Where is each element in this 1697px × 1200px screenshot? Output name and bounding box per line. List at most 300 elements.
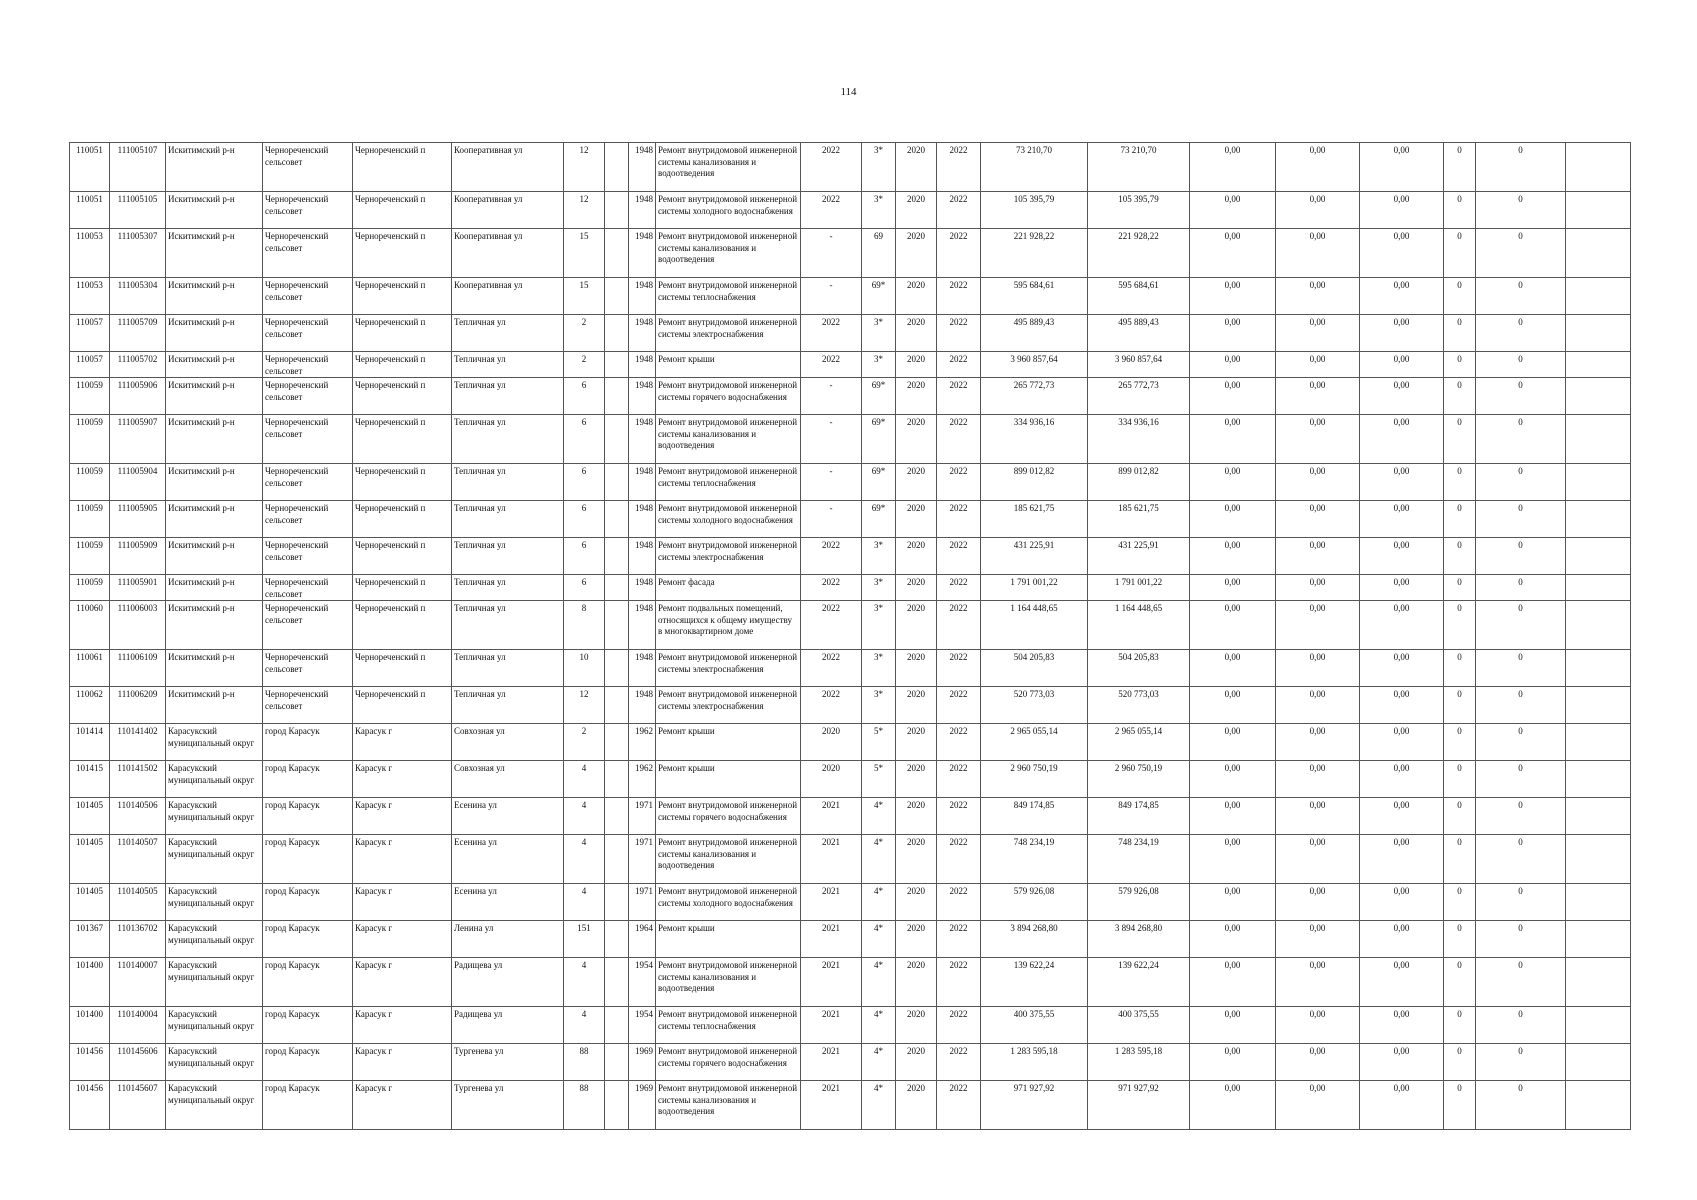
col-note	[1566, 835, 1631, 884]
col-fund-cost: 579 926,08	[1088, 884, 1190, 921]
col-plan-start: 2020	[896, 315, 937, 352]
col-note	[1566, 143, 1631, 192]
col-street: Кооперативная ул	[452, 192, 564, 229]
col-last-repair-year: 2020	[801, 761, 862, 798]
col-work-type: Ремонт внутридомовой инженерной системы канализования и водоотведения	[656, 415, 801, 464]
col-note	[1566, 1007, 1631, 1044]
col-work-type: Ремонт внутридомовой инженерной системы электроснабжения	[656, 687, 801, 724]
col-other-funds: 0	[1476, 352, 1566, 378]
col-owners-share: 0	[1444, 315, 1476, 352]
col-municipality: Чернореченский сельсовет	[263, 538, 353, 575]
col-last-repair-year: 2022	[801, 650, 862, 687]
col-street: Тепличная ул	[452, 501, 564, 538]
col-federal-funds: 0,00	[1190, 315, 1276, 352]
col-local-funds: 0,00	[1360, 687, 1444, 724]
col-priority: 3*	[862, 352, 896, 378]
table-row	[70, 352, 1631, 378]
col-year-built: 1954	[629, 958, 656, 1007]
col-municipality: город Карасук	[263, 1044, 353, 1081]
col-plan-start: 2020	[896, 415, 937, 464]
col-district: Искитимский р-н	[166, 315, 263, 352]
col-municipality: город Карасук	[263, 761, 353, 798]
col-fund-cost: 595 684,61	[1088, 278, 1190, 315]
col-building	[605, 650, 629, 687]
col-federal-funds: 0,00	[1190, 921, 1276, 958]
col-year-built: 1948	[629, 538, 656, 575]
col-building	[605, 798, 629, 835]
col-federal-funds: 0,00	[1190, 143, 1276, 192]
col-regional-funds: 0,00	[1276, 724, 1360, 761]
col-work-id: 110140506	[110, 798, 166, 835]
col-work-type: Ремонт внутридомовой инженерной системы канализования и водоотведения	[656, 229, 801, 278]
col-work-id: 111006109	[110, 650, 166, 687]
col-other-funds: 0	[1476, 884, 1566, 921]
col-owners-share: 0	[1444, 378, 1476, 415]
col-note	[1566, 192, 1631, 229]
col-other-funds: 0	[1476, 724, 1566, 761]
col-district: Искитимский р-н	[166, 278, 263, 315]
col-building	[605, 464, 629, 501]
col-work-type: Ремонт крыши	[656, 724, 801, 761]
col-other-funds: 0	[1476, 378, 1566, 415]
col-work-id: 111006209	[110, 687, 166, 724]
col-other-funds: 0	[1476, 501, 1566, 538]
col-house-number: 15	[564, 278, 605, 315]
col-total-cost: 504 205,83	[981, 650, 1088, 687]
col-settlement: Карасук г	[353, 921, 452, 958]
col-work-id: 111005909	[110, 538, 166, 575]
col-federal-funds: 0,00	[1190, 835, 1276, 884]
col-street: Кооперативная ул	[452, 278, 564, 315]
col-building	[605, 378, 629, 415]
col-year-built: 1971	[629, 884, 656, 921]
col-priority: 69*	[862, 464, 896, 501]
col-local-funds: 0,00	[1360, 798, 1444, 835]
col-year-built: 1954	[629, 1007, 656, 1044]
col-local-funds: 0,00	[1360, 1081, 1444, 1130]
col-total-cost: 3 960 857,64	[981, 352, 1088, 378]
col-district: Искитимский р-н	[166, 575, 263, 601]
col-municipality: город Карасук	[263, 724, 353, 761]
col-plan-end: 2022	[937, 1044, 981, 1081]
table-row	[70, 192, 1631, 229]
col-other-funds: 0	[1476, 687, 1566, 724]
col-work-type: Ремонт внутридомовой инженерной системы канализования и водоотведения	[656, 958, 801, 1007]
col-federal-funds: 0,00	[1190, 278, 1276, 315]
col-district: Искитимский р-н	[166, 650, 263, 687]
col-plan-end: 2022	[937, 229, 981, 278]
col-house-number: 4	[564, 761, 605, 798]
col-house-id: 110062	[70, 687, 110, 724]
col-federal-funds: 0,00	[1190, 192, 1276, 229]
col-settlement: Чернореченский п	[353, 650, 452, 687]
col-municipality: Чернореченский сельсовет	[263, 601, 353, 650]
col-municipality: Чернореченский сельсовет	[263, 464, 353, 501]
col-note	[1566, 724, 1631, 761]
col-total-cost: 1 164 448,65	[981, 601, 1088, 650]
col-district: Искитимский р-н	[166, 143, 263, 192]
col-local-funds: 0,00	[1360, 501, 1444, 538]
col-work-type: Ремонт крыши	[656, 352, 801, 378]
col-owners-share: 0	[1444, 724, 1476, 761]
col-house-number: 2	[564, 352, 605, 378]
col-federal-funds: 0,00	[1190, 229, 1276, 278]
col-federal-funds: 0,00	[1190, 1044, 1276, 1081]
col-settlement: Карасук г	[353, 761, 452, 798]
col-district: Карасукский муниципальный округ	[166, 1081, 263, 1130]
col-street: Есенина ул	[452, 884, 564, 921]
col-total-cost: 139 622,24	[981, 958, 1088, 1007]
col-settlement: Чернореченский п	[353, 278, 452, 315]
col-work-id: 110140505	[110, 884, 166, 921]
col-work-type: Ремонт внутридомовой инженерной системы канализования и водоотведения	[656, 835, 801, 884]
col-district: Карасукский муниципальный округ	[166, 724, 263, 761]
col-work-id: 111005904	[110, 464, 166, 501]
col-year-built: 1948	[629, 464, 656, 501]
table-row	[70, 835, 1631, 884]
col-federal-funds: 0,00	[1190, 464, 1276, 501]
col-settlement: Чернореченский п	[353, 378, 452, 415]
col-plan-end: 2022	[937, 650, 981, 687]
col-work-type: Ремонт внутридомовой инженерной системы канализования и водоотведения	[656, 1081, 801, 1130]
col-building	[605, 835, 629, 884]
col-municipality: Чернореченский сельсовет	[263, 415, 353, 464]
col-settlement: Чернореченский п	[353, 501, 452, 538]
col-owners-share: 0	[1444, 601, 1476, 650]
col-priority: 3*	[862, 687, 896, 724]
col-owners-share: 0	[1444, 958, 1476, 1007]
col-federal-funds: 0,00	[1190, 415, 1276, 464]
col-building	[605, 761, 629, 798]
col-district: Карасукский муниципальный округ	[166, 884, 263, 921]
col-house-number: 6	[564, 378, 605, 415]
col-local-funds: 0,00	[1360, 229, 1444, 278]
col-note	[1566, 1081, 1631, 1130]
col-municipality: Чернореченский сельсовет	[263, 575, 353, 601]
table-row	[70, 761, 1631, 798]
col-year-built: 1948	[629, 575, 656, 601]
col-plan-end: 2022	[937, 278, 981, 315]
col-local-funds: 0,00	[1360, 884, 1444, 921]
col-building	[605, 143, 629, 192]
col-plan-end: 2022	[937, 835, 981, 884]
col-regional-funds: 0,00	[1276, 501, 1360, 538]
col-priority: 4*	[862, 921, 896, 958]
col-regional-funds: 0,00	[1276, 315, 1360, 352]
col-plan-end: 2022	[937, 575, 981, 601]
col-house-id: 101456	[70, 1081, 110, 1130]
col-house-number: 4	[564, 958, 605, 1007]
col-plan-end: 2022	[937, 921, 981, 958]
col-last-repair-year: 2021	[801, 884, 862, 921]
col-district: Карасукский муниципальный округ	[166, 835, 263, 884]
col-street: Тепличная ул	[452, 315, 564, 352]
col-other-funds: 0	[1476, 650, 1566, 687]
col-building	[605, 687, 629, 724]
col-house-number: 12	[564, 192, 605, 229]
col-year-built: 1948	[629, 415, 656, 464]
col-settlement: Карасук г	[353, 1007, 452, 1044]
col-owners-share: 0	[1444, 1044, 1476, 1081]
col-house-id: 110061	[70, 650, 110, 687]
col-last-repair-year: 2021	[801, 1044, 862, 1081]
col-fund-cost: 849 174,85	[1088, 798, 1190, 835]
col-house-id: 110059	[70, 464, 110, 501]
col-owners-share: 0	[1444, 835, 1476, 884]
col-building	[605, 958, 629, 1007]
col-priority: 4*	[862, 1044, 896, 1081]
col-total-cost: 73 210,70	[981, 143, 1088, 192]
col-year-built: 1948	[629, 687, 656, 724]
col-building	[605, 278, 629, 315]
col-plan-end: 2022	[937, 884, 981, 921]
col-regional-funds: 0,00	[1276, 352, 1360, 378]
col-municipality: Чернореченский сельсовет	[263, 143, 353, 192]
col-house-id: 110059	[70, 538, 110, 575]
col-work-type: Ремонт внутридомовой инженерной системы холодного водоснабжения	[656, 192, 801, 229]
col-other-funds: 0	[1476, 601, 1566, 650]
col-other-funds: 0	[1476, 192, 1566, 229]
col-house-id: 110059	[70, 501, 110, 538]
col-year-built: 1948	[629, 650, 656, 687]
col-last-repair-year: 2022	[801, 601, 862, 650]
col-street: Кооперативная ул	[452, 229, 564, 278]
col-house-number: 4	[564, 798, 605, 835]
table-row	[70, 601, 1631, 650]
col-building	[605, 192, 629, 229]
col-owners-share: 0	[1444, 464, 1476, 501]
col-settlement: Карасук г	[353, 835, 452, 884]
col-note	[1566, 278, 1631, 315]
col-plan-start: 2020	[896, 601, 937, 650]
col-municipality: город Карасук	[263, 1081, 353, 1130]
col-work-type: Ремонт внутридомовой инженерной системы горячего водоснабжения	[656, 798, 801, 835]
table-row	[70, 724, 1631, 761]
col-local-funds: 0,00	[1360, 538, 1444, 575]
col-total-cost: 431 225,91	[981, 538, 1088, 575]
col-fund-cost: 2 960 750,19	[1088, 761, 1190, 798]
col-local-funds: 0,00	[1360, 315, 1444, 352]
col-last-repair-year: 2021	[801, 921, 862, 958]
col-regional-funds: 0,00	[1276, 229, 1360, 278]
col-work-type: Ремонт внутридомовой инженерной системы канализования и водоотведения	[656, 143, 801, 192]
col-settlement: Чернореченский п	[353, 192, 452, 229]
col-year-built: 1962	[629, 724, 656, 761]
col-total-cost: 971 927,92	[981, 1081, 1088, 1130]
col-plan-end: 2022	[937, 464, 981, 501]
col-last-repair-year: -	[801, 378, 862, 415]
col-regional-funds: 0,00	[1276, 921, 1360, 958]
col-priority: 3*	[862, 575, 896, 601]
col-federal-funds: 0,00	[1190, 352, 1276, 378]
col-work-id: 111005702	[110, 352, 166, 378]
table-row	[70, 575, 1631, 601]
col-street: Ленина ул	[452, 921, 564, 958]
col-regional-funds: 0,00	[1276, 415, 1360, 464]
col-plan-end: 2022	[937, 798, 981, 835]
col-local-funds: 0,00	[1360, 724, 1444, 761]
col-total-cost: 400 375,55	[981, 1007, 1088, 1044]
col-other-funds: 0	[1476, 1081, 1566, 1130]
col-total-cost: 899 012,82	[981, 464, 1088, 501]
col-total-cost: 3 894 268,80	[981, 921, 1088, 958]
col-house-id: 110053	[70, 278, 110, 315]
col-house-number: 4	[564, 884, 605, 921]
col-plan-start: 2020	[896, 958, 937, 1007]
col-year-built: 1962	[629, 761, 656, 798]
col-plan-end: 2022	[937, 687, 981, 724]
col-work-id: 110140004	[110, 1007, 166, 1044]
col-owners-share: 0	[1444, 229, 1476, 278]
col-fund-cost: 899 012,82	[1088, 464, 1190, 501]
col-owners-share: 0	[1444, 884, 1476, 921]
col-house-number: 15	[564, 229, 605, 278]
col-local-funds: 0,00	[1360, 464, 1444, 501]
col-regional-funds: 0,00	[1276, 538, 1360, 575]
col-local-funds: 0,00	[1360, 415, 1444, 464]
col-regional-funds: 0,00	[1276, 650, 1360, 687]
col-house-id: 110059	[70, 415, 110, 464]
col-last-repair-year: 2022	[801, 575, 862, 601]
col-priority: 5*	[862, 761, 896, 798]
col-settlement: Карасук г	[353, 884, 452, 921]
col-year-built: 1948	[629, 229, 656, 278]
col-work-id: 111005307	[110, 229, 166, 278]
col-work-id: 111005906	[110, 378, 166, 415]
col-local-funds: 0,00	[1360, 378, 1444, 415]
col-total-cost: 334 936,16	[981, 415, 1088, 464]
col-house-id: 101405	[70, 884, 110, 921]
col-total-cost: 1 791 001,22	[981, 575, 1088, 601]
col-note	[1566, 687, 1631, 724]
col-house-id: 101456	[70, 1044, 110, 1081]
col-fund-cost: 1 164 448,65	[1088, 601, 1190, 650]
col-plan-end: 2022	[937, 501, 981, 538]
col-regional-funds: 0,00	[1276, 278, 1360, 315]
col-note	[1566, 501, 1631, 538]
col-year-built: 1948	[629, 278, 656, 315]
col-house-number: 8	[564, 601, 605, 650]
col-plan-start: 2020	[896, 229, 937, 278]
col-plan-end: 2022	[937, 724, 981, 761]
col-last-repair-year: -	[801, 501, 862, 538]
col-district: Искитимский р-н	[166, 687, 263, 724]
col-work-id: 110140507	[110, 835, 166, 884]
col-plan-end: 2022	[937, 761, 981, 798]
col-total-cost: 748 234,19	[981, 835, 1088, 884]
col-settlement: Чернореченский п	[353, 464, 452, 501]
col-other-funds: 0	[1476, 798, 1566, 835]
col-local-funds: 0,00	[1360, 1044, 1444, 1081]
col-regional-funds: 0,00	[1276, 1044, 1360, 1081]
col-street: Совхозная ул	[452, 724, 564, 761]
col-note	[1566, 415, 1631, 464]
col-federal-funds: 0,00	[1190, 687, 1276, 724]
col-last-repair-year: 2022	[801, 687, 862, 724]
col-building	[605, 1081, 629, 1130]
col-house-id: 101400	[70, 1007, 110, 1044]
col-house-id: 101367	[70, 921, 110, 958]
col-federal-funds: 0,00	[1190, 575, 1276, 601]
col-owners-share: 0	[1444, 192, 1476, 229]
col-last-repair-year: 2022	[801, 143, 862, 192]
col-street: Тургенева ул	[452, 1081, 564, 1130]
col-priority: 3*	[862, 192, 896, 229]
col-fund-cost: 748 234,19	[1088, 835, 1190, 884]
table-row	[70, 798, 1631, 835]
col-owners-share: 0	[1444, 1081, 1476, 1130]
col-note	[1566, 650, 1631, 687]
col-plan-start: 2020	[896, 687, 937, 724]
col-settlement: Чернореченский п	[353, 601, 452, 650]
col-fund-cost: 504 205,83	[1088, 650, 1190, 687]
col-owners-share: 0	[1444, 798, 1476, 835]
col-fund-cost: 3 894 268,80	[1088, 921, 1190, 958]
col-street: Тепличная ул	[452, 575, 564, 601]
col-year-built: 1948	[629, 192, 656, 229]
col-total-cost: 2 965 055,14	[981, 724, 1088, 761]
col-plan-start: 2020	[896, 798, 937, 835]
col-house-id: 101414	[70, 724, 110, 761]
col-municipality: Чернореченский сельсовет	[263, 352, 353, 378]
col-total-cost: 595 684,61	[981, 278, 1088, 315]
col-house-number: 12	[564, 687, 605, 724]
col-other-funds: 0	[1476, 575, 1566, 601]
col-settlement: Карасук г	[353, 798, 452, 835]
col-last-repair-year: 2022	[801, 192, 862, 229]
col-fund-cost: 1 791 001,22	[1088, 575, 1190, 601]
table-row	[70, 650, 1631, 687]
col-district: Искитимский р-н	[166, 538, 263, 575]
col-priority: 4*	[862, 798, 896, 835]
col-owners-share: 0	[1444, 501, 1476, 538]
col-work-id: 111005907	[110, 415, 166, 464]
col-municipality: город Карасук	[263, 958, 353, 1007]
col-owners-share: 0	[1444, 575, 1476, 601]
col-total-cost: 2 960 750,19	[981, 761, 1088, 798]
col-owners-share: 0	[1444, 650, 1476, 687]
col-year-built: 1948	[629, 352, 656, 378]
col-total-cost: 265 772,73	[981, 378, 1088, 415]
col-house-id: 110051	[70, 192, 110, 229]
col-priority: 69*	[862, 501, 896, 538]
col-other-funds: 0	[1476, 229, 1566, 278]
col-year-built: 1971	[629, 798, 656, 835]
col-plan-start: 2020	[896, 835, 937, 884]
col-year-built: 1969	[629, 1044, 656, 1081]
col-other-funds: 0	[1476, 415, 1566, 464]
col-work-id: 110145607	[110, 1081, 166, 1130]
col-house-number: 88	[564, 1044, 605, 1081]
col-street: Кооперативная ул	[452, 143, 564, 192]
col-other-funds: 0	[1476, 921, 1566, 958]
col-street: Тепличная ул	[452, 650, 564, 687]
col-work-id: 111005107	[110, 143, 166, 192]
col-regional-funds: 0,00	[1276, 835, 1360, 884]
col-note	[1566, 352, 1631, 378]
col-work-type: Ремонт внутридомовой инженерной системы электроснабжения	[656, 650, 801, 687]
col-total-cost: 579 926,08	[981, 884, 1088, 921]
col-note	[1566, 601, 1631, 650]
col-municipality: город Карасук	[263, 921, 353, 958]
col-federal-funds: 0,00	[1190, 1007, 1276, 1044]
col-settlement: Карасук г	[353, 1044, 452, 1081]
col-other-funds: 0	[1476, 278, 1566, 315]
table-row	[70, 1081, 1631, 1130]
col-district: Искитимский р-н	[166, 601, 263, 650]
col-total-cost: 221 928,22	[981, 229, 1088, 278]
col-building	[605, 1044, 629, 1081]
